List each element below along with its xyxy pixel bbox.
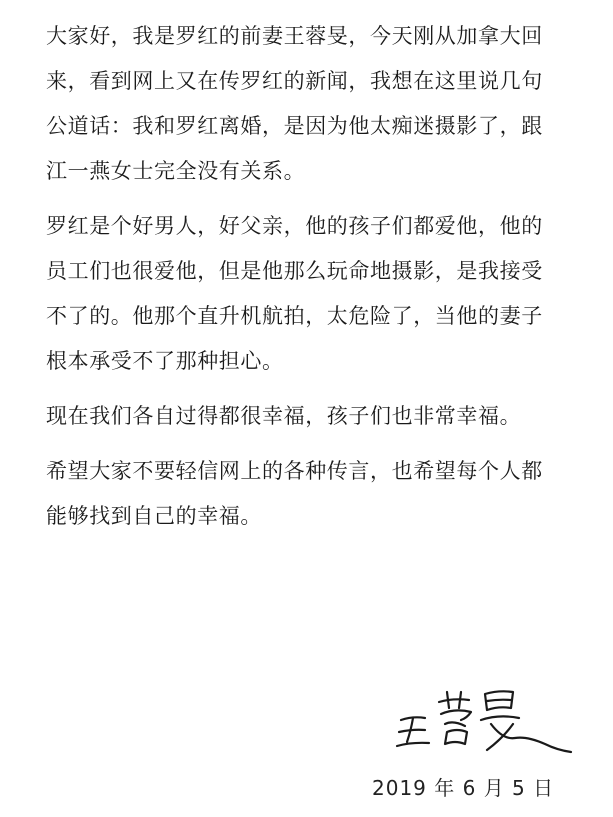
paragraph-line: 来，看到网上又在传罗红的新闻，我想在这里说几句 [46, 69, 543, 93]
paragraph-line: 公道话：我和罗红离婚，是因为他太痴迷摄影了，跟 [46, 114, 543, 138]
paragraph-line: 员工们也很爱他，但是他那么玩命地摄影，是我接受 [46, 259, 543, 283]
paragraph-line: 江一燕女士完全没有关系。 [46, 159, 306, 183]
paragraph-line: 不了的。他那个直升机航拍，太危险了，当他的妻子 [46, 304, 543, 328]
paragraph-line: 大家好，我是罗红的前妻王蓉旻，今天刚从加拿大回 [46, 24, 543, 48]
paragraph-2 [46, 204, 586, 384]
paragraph-line: 罗红是个好男人，好父亲，他的孩子们都爱他，他的 [46, 214, 543, 238]
letter-date: 2019 年 6 月 5 日 [372, 776, 555, 800]
paragraph-3 [46, 394, 586, 439]
paragraph-1 [46, 14, 586, 194]
paragraph-4 [46, 449, 586, 539]
paragraph-line: 根本承受不了那种担心。 [46, 349, 284, 373]
handwritten-signature [395, 680, 575, 760]
paragraph-line: 能够找到自己的幸福。 [46, 504, 262, 528]
paragraph-line: 希望大家不要轻信网上的各种传言，也希望每个人都 [46, 459, 543, 483]
letter-body [46, 14, 586, 549]
paragraph-line: 现在我们各自过得都很幸福，孩子们也非常幸福。 [46, 404, 522, 428]
